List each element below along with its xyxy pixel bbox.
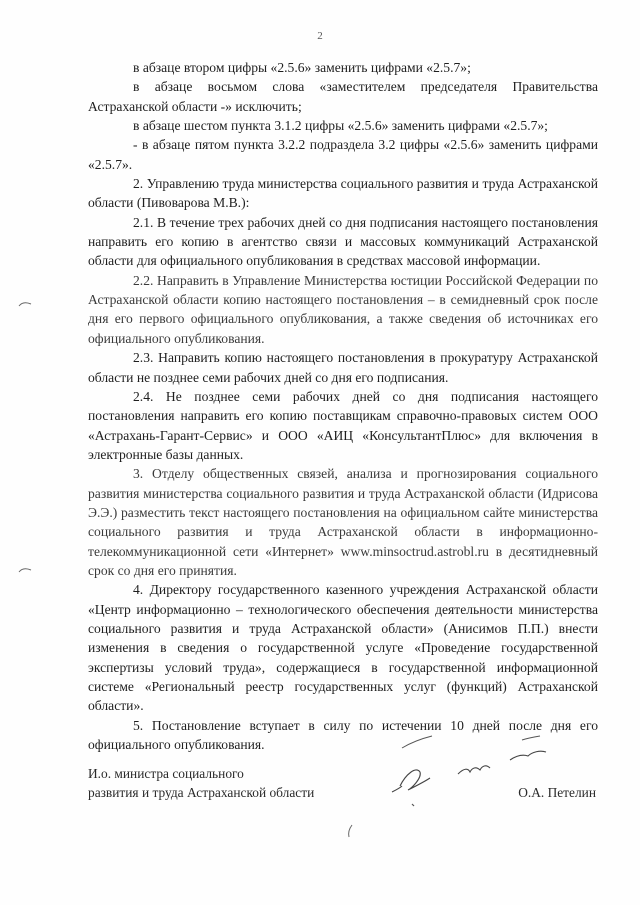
paragraph-amend-2: в абзаце восьмом слова «заместителем председателя Правительства Астраханской области -» исключить; [88, 79, 598, 114]
paragraph-amend-4: - в абзаце пятом пункта 3.2.2 подраздела 3.2 цифры «2.5.6» заменить цифрами «2.5.7». [88, 137, 598, 172]
margin-mark-icon [18, 300, 32, 308]
page-number: 2 [317, 30, 323, 42]
paragraph-item-2-3: 2.3. Направить копию настоящего постановления в прокуратуру Астраханской области не позднее семи рабочих дней со дня его подписания. [88, 350, 598, 385]
paragraph-item-3: 3. Отделу общественных связей, анализа и прогнозирования социального развития министерства социального развития и труда Астраханской области (Идрисова Э.Э.) разместить текст настоящего постановления на официальном сайте министерства социального развития и труда Астраханской области в информационно-телекоммуникационной сети «Интернет» www.minsoctrud.astrobl.ru в десятидневный срок со дня его принятия. [88, 466, 598, 578]
signatory-title-line-2: развития и труда Астраханской области [88, 785, 315, 800]
document-body [88, 58, 598, 754]
signatory-name: О.А. Петелин [518, 785, 596, 800]
paragraph-item-2: 2. Управлению труда министерства социального развития и труда Астраханской области (Пивоварова М.В.): [88, 176, 598, 211]
paragraph-item-2-1: 2.1. В течение трех рабочих дней со дня подписания настоящего постановления направить его копию в агентство связи и массовых коммуникаций Астраханской области для официального опубликования в средствах массовой информации. [88, 214, 598, 269]
paragraph-item-5: 5. Постановление вступает в силу по истечении 10 дней после дня его официального опубликования. [88, 717, 598, 753]
paragraph-item-2-4: 2.4. Не позднее семи рабочих дней со дня подписания настоящего постановления направить его копию поставщикам справочно-правовых систем ООО «Астрахань-Гарант-Сервис» и ООО «АИЦ «КонсультантПлюс» для включения в электронные базы данных. [88, 388, 598, 462]
paragraph-item-2-2: 2.2. Направить в Управление Министерства юстиции Российской Федерации по Астраханской области копию настоящего постановления – в семидневный срок после дня его первого официального опубликования, а также сведения об источниках его официального опубликования. [88, 272, 598, 346]
paragraph-amend-3: в абзаце шестом пункта 3.1.2 цифры «2.5.6» заменить цифрами «2.5.7»; [133, 118, 548, 134]
paragraph-amend-1: в абзаце втором цифры «2.5.6» заменить цифрами «2.5.7»; [133, 60, 471, 75]
signature-block [88, 764, 608, 802]
paragraph-item-4: 4. Директору государственного казенного учреждения Астраханской области «Центр информационно – технологического обеспечения деятельности министерства социального развития и труда Астраханской области» (Анисимов П.П.) внести изменения в сведения о государственной услуге «Проведение государственной экспертизы условий труда», содержащиеся в государственной информационной системе «Региональный реестр государственных услуг (функций) Астраханской области». [88, 582, 598, 714]
stray-pen-mark-icon [346, 824, 354, 838]
signatory-title-line-1: И.о. министра социального [88, 766, 244, 781]
margin-mark-icon [18, 566, 32, 574]
